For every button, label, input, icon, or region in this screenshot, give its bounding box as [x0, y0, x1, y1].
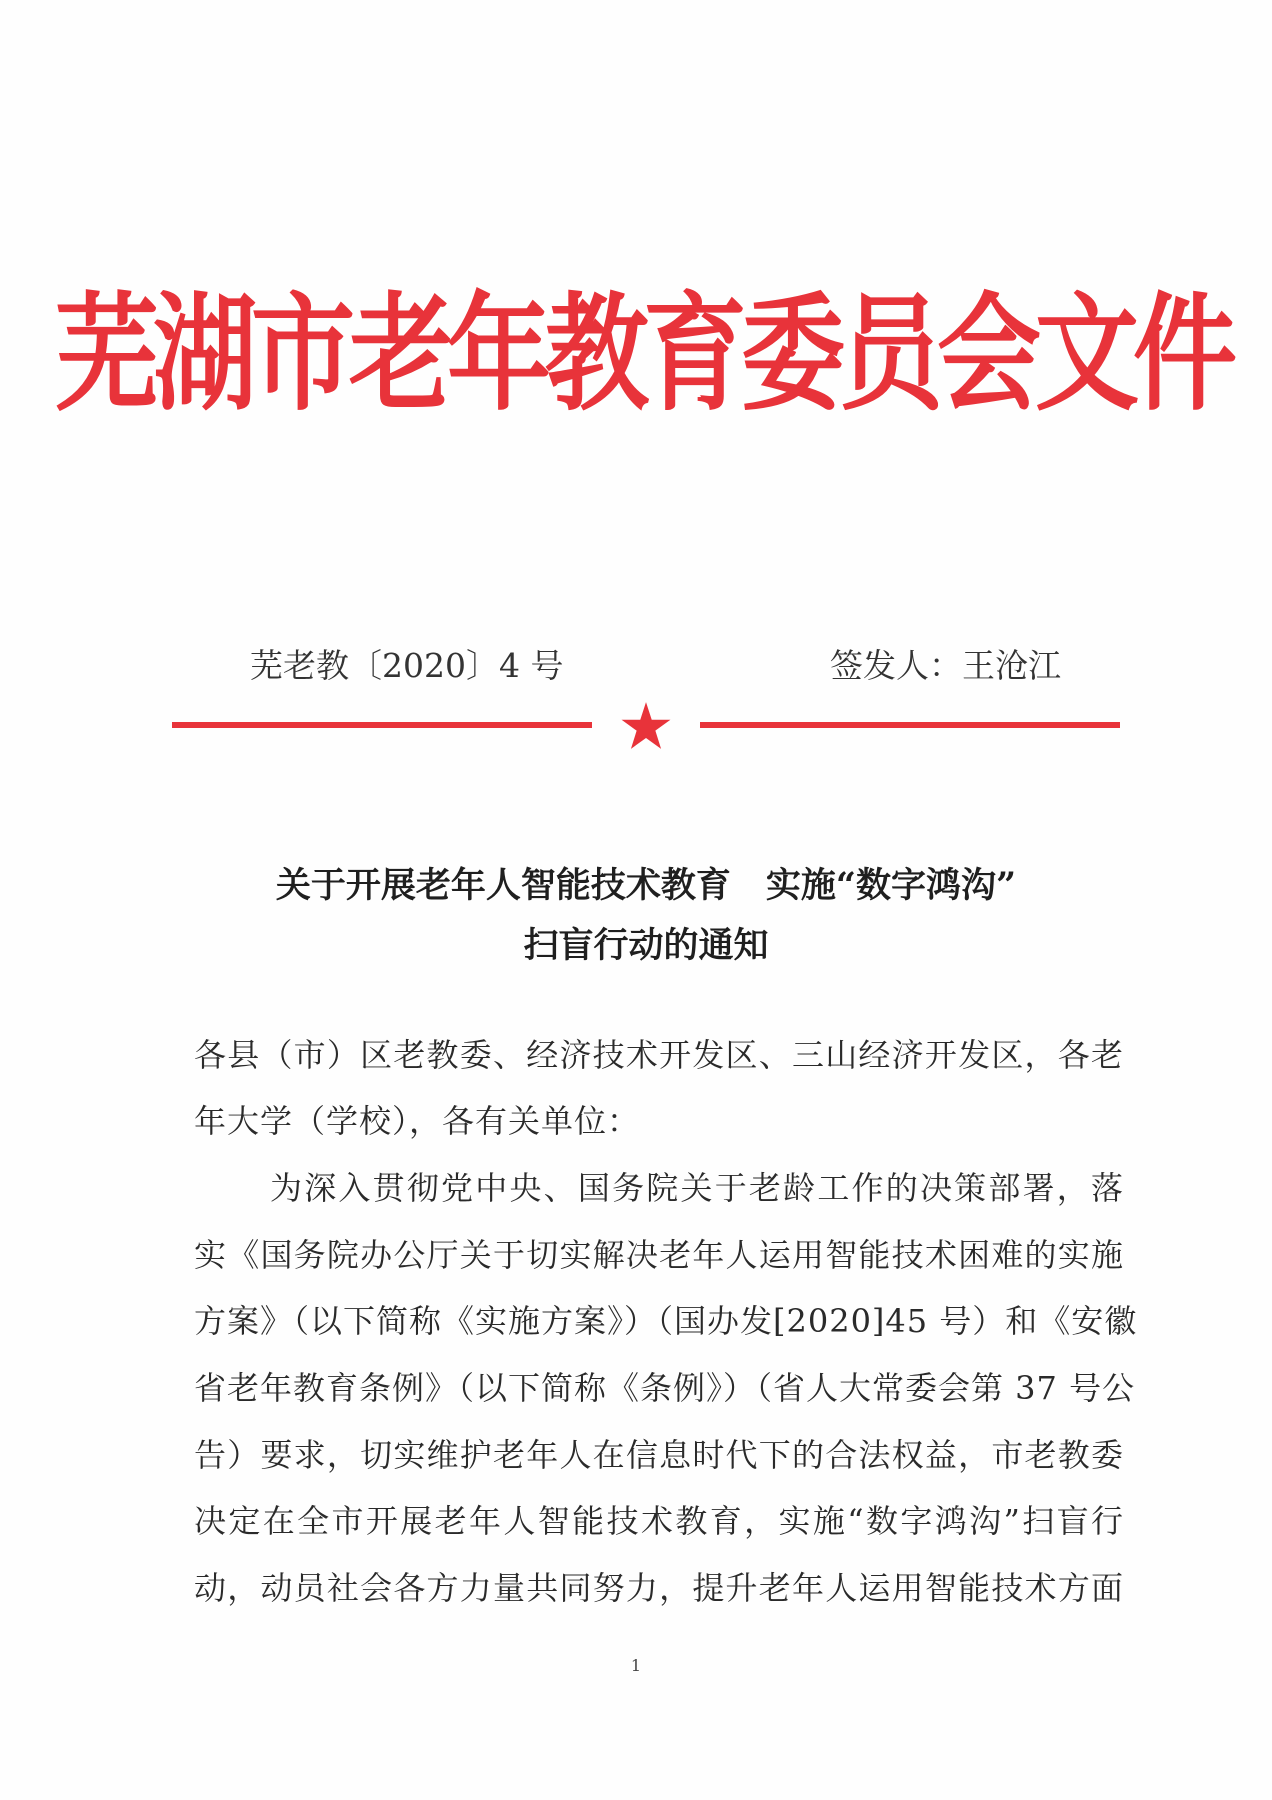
body-line: 为深入贯彻党中央、国务院关于老龄工作的决策部署，落 — [270, 1169, 1124, 1207]
notice-title-line-2: 扫盲行动的通知 — [523, 925, 769, 966]
signer: 签发人：王沧江 — [830, 646, 1061, 685]
red-divider-right — [700, 722, 1120, 728]
body-line: 决定在全市开展老年人智能技术教育，实施“数字鸿沟”扫盲行 — [194, 1502, 1124, 1540]
body-line: 年大学（学校），各有关单位： — [194, 1102, 641, 1140]
document-number: 芜老教〔2020〕4 号 — [250, 646, 564, 685]
star-icon — [620, 700, 672, 752]
body-line: 实《国务院办公厅关于切实解决老年人运用智能技术困难的实施 — [194, 1236, 1124, 1274]
body-line: 省老年教育条例》（以下简称《条例》）（省人大常委会第 37 号公 — [194, 1369, 1136, 1407]
page-number: 1 — [630, 1656, 642, 1675]
body-line: 告）要求，切实维护老年人在信息时代下的合法权益，市老教委 — [194, 1436, 1124, 1474]
red-divider-left — [172, 722, 592, 728]
body-line: 各县（市）区老教委、经济技术开发区、三山经济开发区，各老 — [194, 1036, 1124, 1074]
body-line: 动，动员社会各方力量共同努力，提升老年人运用智能技术方面 — [194, 1569, 1124, 1607]
body-line: 方案》（以下简称《实施方案》）（国办发[2020]45 号）和《安徽 — [194, 1302, 1138, 1340]
notice-title-line-1: 关于开展老年人智能技术教育 实施“数字鸿沟” — [275, 865, 1017, 906]
document-masthead: 芜湖市老年教育委员会文件 — [55, 278, 1232, 429]
